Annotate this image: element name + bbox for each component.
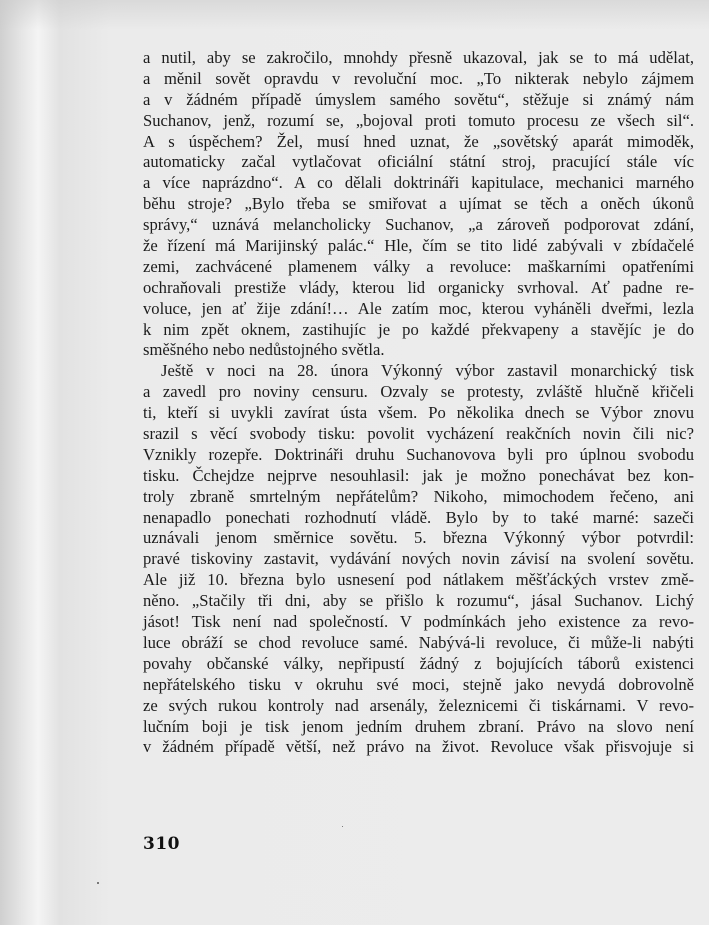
text-line: zemi, zachvácené plamenem války a revoluce: maškarními opatřeními [143,256,694,276]
text-line: a zavedl pro noviny censuru. Ozvaly se protesty, zvláště hlučně křičeli [143,382,694,402]
text-line: srazil s věcí svobody tisku: povolit vycházení reakčních novin čili nic? [143,424,694,444]
text-line: a nutil, aby se zakročilo, mnohdy přesně ukazoval, jak se to má udělat, [143,48,694,67]
paper-speck [97,882,99,884]
text-line: povahy občanské války, nepřipustí žádný z bojujících táborů existenci [143,653,694,673]
text-line: a měnil sovět opravdu v revoluční moc. „To nikterak nebylo zájmem [143,68,694,88]
text-line: tisku. Čchejdze nejprve nesouhlasil: jak je možno ponechávat bez kon- [143,465,694,485]
text-line: lučním boji je tisk jenom jedním druhem zbraní. Právo na slovo není [143,716,694,736]
text-line: ze svých rukou kontroly nad arsenály, železnicemi či tiskárnami. V revo- [143,695,694,715]
body-text [143,48,694,758]
text-line: běhu stroje? „Bylo třeba se smiřovat a ujímat se těch a oněch úkonů [143,194,694,214]
text-line: směšného nebo nedůstojného světla. [143,340,385,360]
text-line: něno. „Stačily tři dni, aby se přišlo k rozumu“, jásal Suchanov. Lichý [143,591,694,611]
text-line: luce obráží se chod revoluce samé. Nabývá-li revoluce, či může-li nabýti [143,632,694,652]
text-line: nepřátelského tisku v okruhu své moci, stejně jako nevydá dobrovolně [143,674,694,694]
text-line: a více naprázdno“. A co dělali doktrináři kapitulace, mechanici marného [143,173,694,193]
paragraph-2 [143,361,694,758]
text-line: Vznikly rozepře. Doktrináři druhu Suchanovova byli pro úplnou svobodu [143,444,694,464]
text-line: troly zbraně smrtelným nepřátelům? Nikoho, mimochodem řečeno, ani [143,486,694,506]
text-line: Suchanov, jenž, rozumí se, „bojoval proti tomuto procesu ze všech sil“. [143,110,694,130]
text-line: voluce, jen ať žije zdání!… Ale zatím moc, kterou vyháněli dveřmi, lezla [143,298,694,318]
text-line: pravé tiskoviny zastavit, vydávání nových novin závisí na svolení sovětu. [143,549,694,569]
text-line: ti, kteří si uvykli zavírat ústa všem. Po několika dnech se Výbor znovu [143,403,694,423]
text-line: jásot! Tisk není nad společností. V podmínkách jeho existence za revo- [143,612,694,632]
text-line: uznávali jenom směrnice sovětu. 5. března Výkonný výbor potvrdil: [143,528,694,548]
text-line: k nim zpět oknem, zastihujíc je po každé překvapeny a stavějíc je do [143,319,694,339]
text-line: A s úspěchem? Žel, musí hned uznat, že „sovětský aparát mimoděk, [143,131,694,151]
text-line: ochraňovali prestiže vlády, kterou lid organicky svrhoval. Ať padne re- [143,277,694,297]
text-line: a v žádném případě úmyslem samého sovětu“, stěžuje si známý nám [143,89,694,109]
text-line: správy,“ uznává melancholicky Suchanov, „a zároveň podporovat zdání, [143,215,694,235]
text-line: automaticky začal vytlačovat oficiální státní stroj, pracující stále víc [143,152,694,172]
paper-speck [342,826,343,827]
text-line: Ještě v noci na 28. února Výkonný výbor zastavil monarchický tisk [161,361,694,381]
text-line: nenapadlo ponechati rozhodnutí vládě. Bylo by to také marné: sazeči [143,507,694,527]
text-line: v žádném případě větší, než právo na život. Revoluce však přisvojuje si [143,737,694,757]
page-number: 310 [143,834,180,854]
paragraph-1 [143,48,694,361]
text-line: že řízení má Marijinský palác.“ Hle, čím se tito lidé zabývali v zbídačelé [143,236,694,256]
text-line: Ale již 10. března bylo usnesení pod nátlakem měšťáckých vrstev změ- [143,570,694,590]
